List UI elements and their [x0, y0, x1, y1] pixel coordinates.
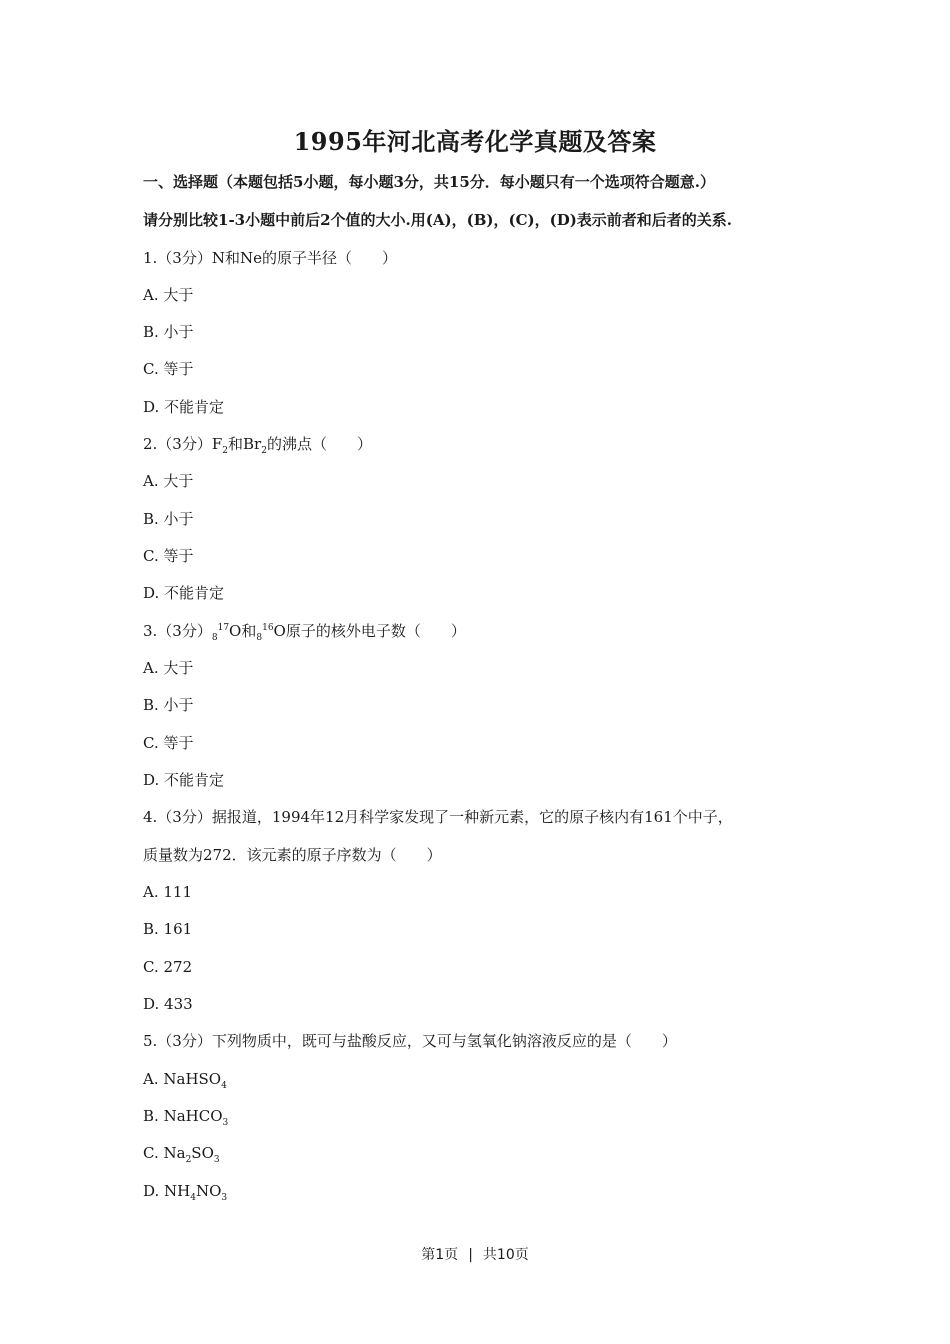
question-3-option-b: B. 小于 [143, 696, 194, 714]
document-title: 1995年河北高考化学真题及答案 [293, 127, 657, 156]
section-instruction: 请分别比较1-3小题中前后2个值的大小.用(A)，(B)，(C)，(D)表示前者和后者的关系. [143, 211, 733, 229]
question-4-option-d: D. 433 [143, 995, 193, 1013]
question-1-option-b: B. 小于 [143, 323, 194, 341]
question-3-option-a: A. 大于 [143, 659, 194, 677]
question-4-stem-line1: 4.（3分）据报道，1994年12月科学家发现了一种新元素，它的原子核内有161个中子， [143, 808, 733, 826]
question-4-stem-line2: 质量数为272．该元素的原子序数为（ ） [143, 846, 442, 864]
question-1-option-c: C. 等于 [143, 360, 194, 378]
question-2-option-c: C. 等于 [143, 547, 194, 565]
question-5-option-a: A. NaHSO$_4$ [143, 1070, 227, 1091]
question-2-option-d: D. 不能肯定 [143, 584, 225, 602]
page-footer [0, 1244, 950, 1264]
question-2-option-a: A. 大于 [143, 472, 194, 490]
question-1-stem: 1.（3分）N和Ne的原子半径（ ） [143, 249, 397, 267]
question-2-option-b: B. 小于 [143, 510, 194, 528]
question-5-option-b: B. NaHCO$_3$ [143, 1107, 229, 1128]
question-1-option-a: A. 大于 [143, 286, 194, 304]
question-5-option-c: C. $Na_2SO_3$ [143, 1144, 220, 1165]
question-4-option-c: C. 272 [143, 958, 193, 976]
section-heading: 一、选择题（本题包括5小题，每小题3分，共15分．每小题只有一个选项符合题意.） [143, 173, 715, 191]
page-number: 第1页 [421, 1247, 459, 1263]
question-5-option-d: D. $NH_4NO_3$ [143, 1182, 228, 1203]
question-3-option-d: D. 不能肯定 [143, 771, 225, 789]
page-total: 共10页 [482, 1247, 529, 1263]
footer-separator: | [468, 1247, 473, 1263]
question-4-option-b: B. 161 [143, 920, 193, 938]
question-4-option-a: A. 111 [143, 883, 192, 901]
question-3-stem: 3.（3分）$_8^{17}O$和$_8^{16}$O原子的核外电子数（ ） [143, 622, 466, 643]
question-2-stem: 2.（3分）$F_2$和$Br_2$的沸点（ ） [143, 435, 372, 456]
question-1-option-d: D. 不能肯定 [143, 398, 225, 416]
question-5-stem: 5.（3分）下列物质中，既可与盐酸反应，又可与氢氧化钠溶液反应的是（ ） [143, 1032, 677, 1050]
question-3-option-c: C. 等于 [143, 734, 194, 752]
